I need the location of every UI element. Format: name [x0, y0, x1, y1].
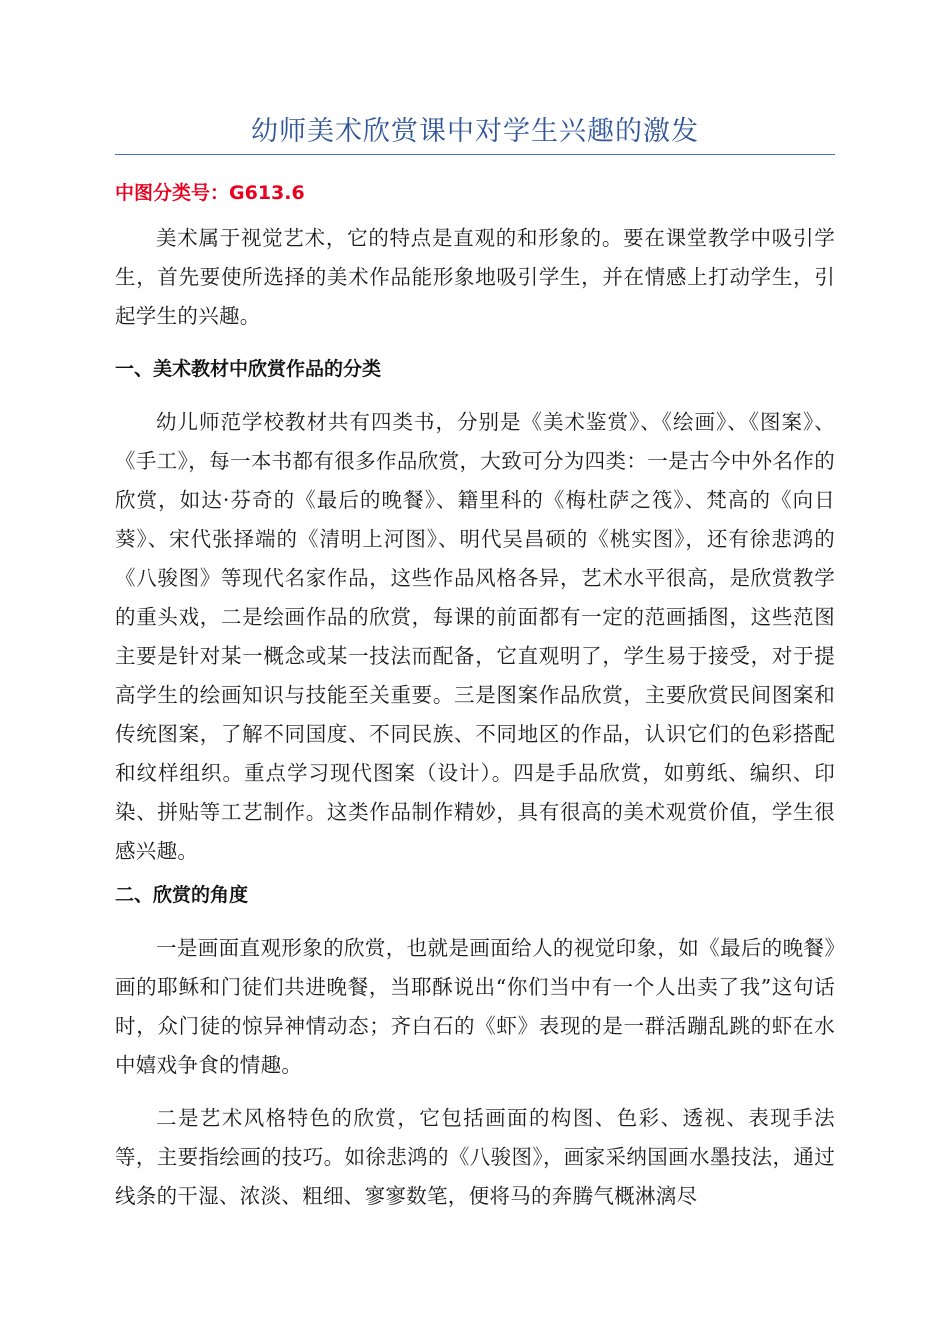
section-heading-2: 二、欣赏的角度 — [115, 884, 249, 906]
intro-paragraph: 美术属于视觉艺术，它的特点是直观的和形象的。要在课堂教学中吸引学生，首先要使所选择的美术作品能形象地吸引学生，并在情感上打动学生，引起学生的兴趣。 — [115, 226, 835, 328]
classification-number: 中图分类号：G613.6 — [115, 182, 305, 204]
section-1-paragraph: 幼儿师范学校教材共有四类书，分别是《美术鉴赏》、《绘画》、《图案》、《手工》，每一本书都有很多作品欣赏，大致可分为四类：一是古今中外名作的欣赏，如达·芬奇的《最后的晚餐》、籍里科的《梅杜萨之筏》、梵高的《向日葵》、宋代张择端的《清明上河图》、明代吴昌硕的《桃实图》，还有徐悲鸿的《八骏图》等现代名家作品，这些作品风格各异，艺术水平很高，是欣赏教学的重头戏，二是绘画作品的欣赏，每课的前面都有一定的范画插图，这些范图主要是针对某一概念或某一技法而配备，它直观明了，学生易于接受，对于提高学生的绘画知识与技能至关重要。三是图案作品欣赏，主要欣赏民间图案和传统图案，了解不同国度、不同民族、不同地区的作品，认识它们的色彩搭配和纹样组织。重点学习现代图案（设计）。四是手品欣赏，如剪纸、编织、印染、拼贴等工艺制作。这类作品制作精妙，具有很高的美术观赏价值，学生很感兴趣。 — [115, 410, 835, 863]
section-heading-1: 一、美术教材中欣赏作品的分类 — [115, 358, 382, 380]
section-2-paragraph-2: 二是艺术风格特色的欣赏，它包括画面的构图、色彩、透视、表现手法等，主要指绘画的技巧。如徐悲鸿的《八骏图》，画家采纳国画水墨技法，通过线条的干湿、浓淡、粗细、寥寥数笔，便将马的奔腾气概淋漓尽 — [115, 1106, 835, 1208]
document-title: 幼师美术欣赏课中对学生兴趣的激发 — [251, 116, 699, 147]
title-underline — [115, 154, 835, 155]
section-2-paragraph-1: 一是画面直观形象的欣赏，也就是画面给人的视觉印象，如《最后的晚餐》画的耶稣和门徒们共进晚餐，当耶酥说出“你们当中有一个人出卖了我”这句话时，众门徒的惊异神情动态；齐白石的《虾》表现的是一群活蹦乱跳的虾在水中嬉戏争食的情趣。 — [115, 936, 835, 1077]
